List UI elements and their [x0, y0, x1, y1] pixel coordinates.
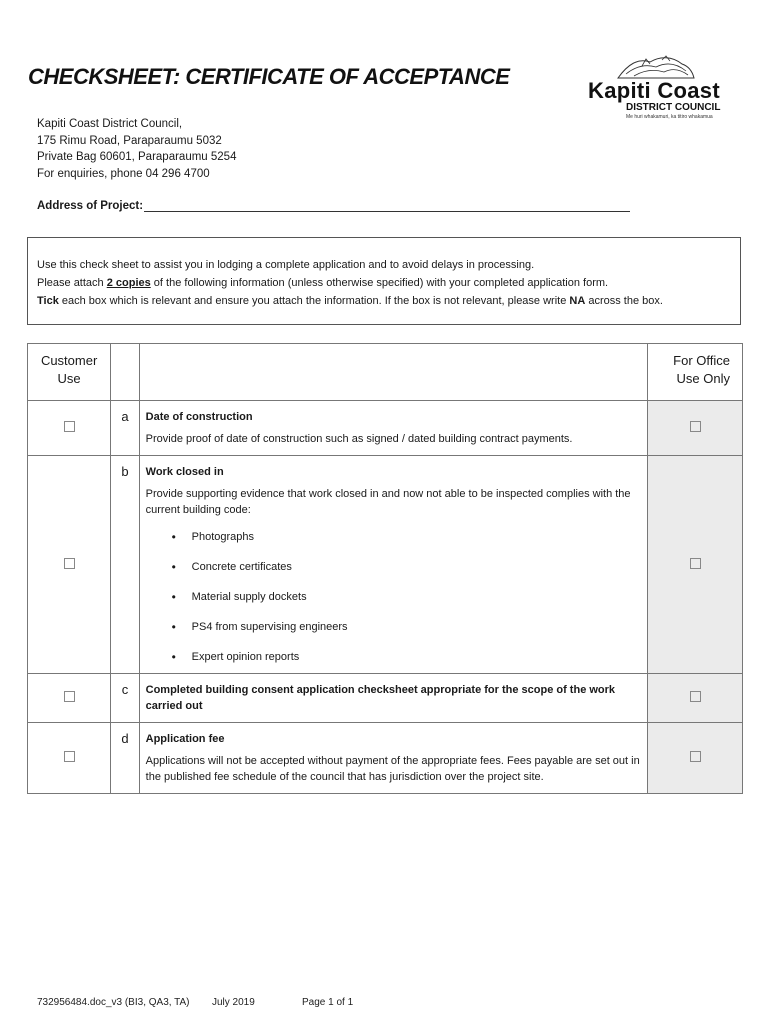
- item-heading: Date of construction: [145, 411, 253, 423]
- office-checkbox-c[interactable]: [690, 691, 701, 702]
- table-row: [28, 401, 743, 456]
- office-checkbox-d[interactable]: [690, 751, 701, 762]
- logo-subtitle: DISTRICT COUNCIL: [626, 102, 721, 113]
- office-checkbox-b[interactable]: [690, 558, 701, 569]
- instruction-line: Tick each box which is relevant and ensure you attach the information. If the box is not relevant, please write NA across the box.: [37, 295, 663, 307]
- footer-page-number: Page 1 of 1: [302, 997, 354, 1008]
- address-line: Kapiti Coast District Council,: [37, 118, 183, 130]
- list-item: • Material supply dockets: [172, 590, 642, 620]
- row-letter: d: [111, 723, 139, 794]
- item-heading: Completed building consent application checksheet appropriate for the scope of the work carried out: [145, 684, 616, 712]
- customer-checkbox-b[interactable]: [64, 558, 75, 569]
- council-address: [37, 116, 236, 182]
- address-line: 175 Rimu Road, Paraparaumu 5032: [37, 134, 222, 147]
- table-row: [28, 674, 743, 723]
- footer-doc-ref: 732956484.doc_v3 (BI3, QA3, TA): [37, 997, 190, 1008]
- instruction-line: Use this check sheet to assist you in lodging a complete application and to avoid delays in processing.: [37, 259, 535, 271]
- address-line: For enquiries, phone 04 296 4700: [37, 167, 210, 180]
- item-description: Provide supporting evidence that work closed in and now not able to be inspected complies with the current building code:: [145, 488, 631, 516]
- checklist-table: [27, 343, 743, 794]
- row-letter: a: [111, 401, 139, 456]
- mountain-logo-icon: [616, 54, 696, 80]
- list-item: • Concrete certificates: [172, 560, 642, 590]
- council-logo: [586, 54, 736, 124]
- item-heading: Application fee: [145, 733, 225, 745]
- footer-date: July 2019: [212, 997, 255, 1008]
- address-line: Private Bag 60601, Paraparaumu 5254: [37, 151, 237, 163]
- customer-checkbox-c[interactable]: [64, 691, 75, 702]
- customer-checkbox-a[interactable]: [64, 421, 75, 432]
- customer-checkbox-d[interactable]: [64, 751, 75, 762]
- table-row: [28, 723, 743, 794]
- instruction-line: Please attach 2 copies of the following information (unless otherwise specified) with your completed application form.: [37, 277, 609, 289]
- table-header-row: [28, 344, 743, 401]
- item-heading: Work closed in: [145, 466, 224, 478]
- instructions-box: [27, 237, 741, 325]
- item-description: Provide proof of date of construction such as signed / dated building contract payments.: [145, 433, 573, 445]
- evidence-list: [146, 530, 642, 664]
- logo-name: Kapiti Coast: [588, 78, 720, 103]
- page-title: CHECKSHEET: CERTIFICATE OF ACCEPTANCE: [28, 64, 510, 89]
- list-item: • Photographs: [172, 530, 642, 560]
- table-row: [28, 456, 743, 674]
- project-address-label: Address of Project:: [37, 200, 144, 212]
- office-checkbox-a[interactable]: [690, 421, 701, 432]
- logo-tagline: Me huri whakamuri, ka titiro whakamua: [626, 114, 713, 120]
- office-use-header: For Office Use Only: [648, 344, 743, 401]
- project-address-field[interactable]: [144, 199, 630, 212]
- row-letter: c: [111, 674, 139, 723]
- row-letter: b: [111, 456, 139, 674]
- item-description: Applications will not be accepted without payment of the appropriate fees. Fees payable are set out in the published fee schedule of the council that has jurisdiction over the project site.: [145, 755, 640, 783]
- list-item: • Expert opinion reports: [172, 650, 642, 664]
- project-address-row: [37, 199, 630, 212]
- customer-use-header: Customer Use: [28, 344, 111, 401]
- list-item: • PS4 from supervising engineers: [172, 620, 642, 650]
